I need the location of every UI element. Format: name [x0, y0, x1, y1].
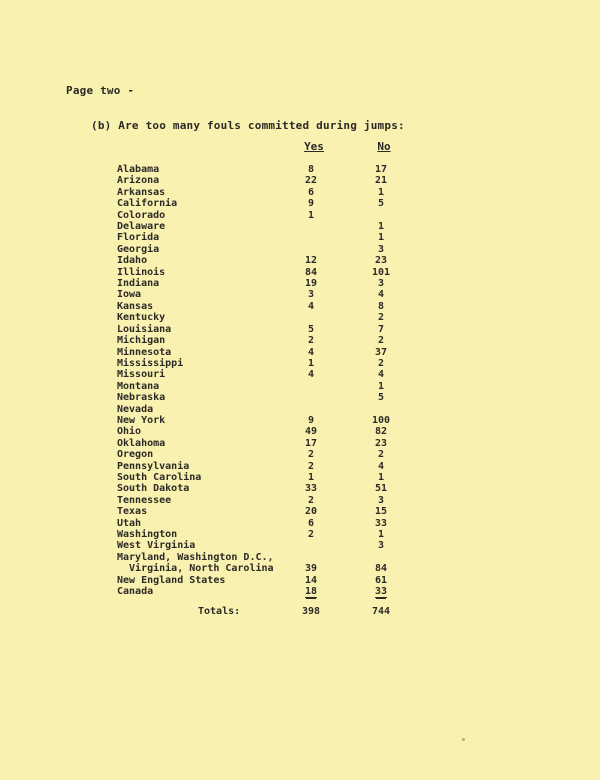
- yes-count: [293, 586, 329, 597]
- yes-count-value: 4: [307, 369, 315, 381]
- yes-count-value: 84: [304, 266, 318, 278]
- no-count-value: 37: [374, 346, 388, 358]
- no-count-value: 2: [377, 357, 385, 369]
- yes-count: [293, 187, 329, 198]
- state-name: Washington: [117, 529, 178, 540]
- state-name: Florida: [117, 232, 160, 244]
- state-name: Mississippi: [117, 357, 184, 369]
- no-count-value: 23: [374, 437, 388, 449]
- no-count-value: 4: [377, 369, 385, 381]
- no-count: [363, 575, 399, 586]
- yes-count: [293, 335, 329, 346]
- state-name: Maryland, Washington D.C.,: [117, 551, 274, 563]
- yes-count-value: 33: [304, 483, 318, 495]
- state-name: South Carolina: [117, 471, 202, 483]
- no-count-value: 1: [377, 529, 385, 540]
- no-count-value: 61: [374, 574, 388, 586]
- state-name: Pennsylvania: [117, 460, 190, 472]
- yes-count-value: 3: [307, 289, 315, 301]
- no-count-value: 1: [377, 471, 385, 483]
- yes-count: [293, 506, 329, 517]
- no-count-value: 23: [374, 255, 388, 267]
- yes-count: [293, 301, 329, 312]
- state-name: Michigan: [117, 335, 166, 347]
- state-name: Oregon: [117, 449, 154, 461]
- no-count-value: 100: [371, 414, 391, 426]
- yes-count: [293, 255, 329, 266]
- question-heading: (b) Are too many fouls committed during jumps:: [91, 119, 405, 132]
- yes-count-value: 14: [304, 574, 318, 586]
- state-name: Louisiana: [117, 323, 172, 335]
- state-name: Tennessee: [117, 494, 172, 506]
- no-count: [363, 529, 399, 540]
- no-count: [363, 415, 399, 426]
- no-count: [363, 347, 399, 358]
- no-count-value: 1: [377, 186, 385, 198]
- state-name: South Dakota: [117, 483, 190, 495]
- no-count-value: 17: [374, 164, 388, 175]
- yes-count-value: 1: [307, 357, 315, 369]
- yes-count: [293, 575, 329, 586]
- no-count-value: 8: [377, 300, 385, 312]
- state-name: Indiana: [117, 278, 160, 290]
- yes-count-value: 8: [307, 164, 315, 175]
- state-name: Missouri: [117, 369, 166, 381]
- no-count: [363, 369, 399, 380]
- no-count-value: 3: [377, 243, 385, 255]
- totals-yes: 398: [301, 606, 321, 617]
- yes-count: [293, 461, 329, 472]
- no-count-value: 51: [374, 483, 388, 495]
- no-column-header: No: [377, 140, 391, 153]
- yes-count-value: 9: [307, 414, 315, 426]
- yes-count: [293, 426, 329, 437]
- no-count: [363, 221, 399, 232]
- no-count: [363, 267, 399, 278]
- no-count-value: 84: [374, 563, 388, 575]
- yes-count-value: 1: [307, 471, 315, 483]
- state-name: Utah: [117, 517, 142, 529]
- yes-count: [293, 483, 329, 494]
- yes-count: [293, 438, 329, 449]
- no-count: [363, 244, 399, 255]
- no-count: [363, 483, 399, 494]
- page-header: Page two -: [66, 84, 135, 97]
- no-count: [363, 563, 399, 574]
- no-count-value: 3: [377, 494, 385, 506]
- no-count-value: 5: [377, 198, 385, 210]
- totals-no: 744: [371, 606, 391, 617]
- totals-label: Totals:: [198, 606, 241, 617]
- no-count: [363, 289, 399, 300]
- yes-count: [293, 358, 329, 369]
- state-name: Nevada: [117, 403, 154, 415]
- yes-count: [293, 347, 329, 358]
- no-count-value: 2: [377, 449, 385, 461]
- state-name: Oklahoma: [117, 437, 166, 449]
- state-name: Iowa: [117, 289, 142, 301]
- yes-count-value: 5: [307, 323, 315, 335]
- yes-count-value: 2: [307, 449, 315, 461]
- yes-count: [293, 278, 329, 289]
- no-count-value: 15: [374, 506, 388, 518]
- state-name: West Virginia: [117, 540, 196, 552]
- yes-count-value: 20: [304, 506, 318, 518]
- yes-count-value: 12: [304, 255, 318, 267]
- no-count-value: 82: [374, 426, 388, 438]
- yes-count: [293, 415, 329, 426]
- yes-count: [293, 198, 329, 209]
- no-count: [363, 381, 399, 392]
- state-name: Kentucky: [117, 312, 166, 324]
- yes-count-value: 6: [307, 186, 315, 198]
- no-count: [363, 278, 399, 289]
- yes-count: [293, 164, 329, 175]
- state-name: Montana: [117, 380, 160, 392]
- no-count: [363, 426, 399, 437]
- no-count-value: 21: [374, 175, 388, 187]
- no-count: [363, 540, 399, 551]
- yes-count: [293, 529, 329, 540]
- no-count: [363, 312, 399, 323]
- state-name: Georgia: [117, 243, 160, 255]
- no-count-value: 1: [377, 221, 385, 233]
- yes-count-value: 2: [307, 335, 315, 347]
- yes-count-value: 2: [307, 529, 315, 540]
- yes-count: [293, 210, 329, 221]
- state-name: Kansas: [117, 300, 154, 312]
- state-name: Virginia, North Carolina: [117, 563, 274, 575]
- state-name: Minnesota: [117, 346, 172, 358]
- yes-count-value: 22: [304, 175, 318, 187]
- no-count: [363, 506, 399, 517]
- state-name: New York: [117, 414, 166, 426]
- state-name: Delaware: [117, 221, 166, 233]
- no-count-value: 2: [377, 335, 385, 347]
- yes-count: [293, 175, 329, 186]
- no-count-value: 1: [377, 380, 385, 392]
- state-name: California: [117, 198, 178, 210]
- yes-count-value: 2: [307, 494, 315, 506]
- no-count: [363, 232, 399, 243]
- yes-count: [293, 563, 329, 574]
- state-name: Illinois: [117, 266, 166, 278]
- yes-count: [293, 518, 329, 529]
- no-count-value: 33: [374, 586, 388, 598]
- yes-count-value: 4: [307, 346, 315, 358]
- yes-count-value: 4: [307, 300, 315, 312]
- no-count-value: 3: [377, 278, 385, 290]
- no-count-value: 1: [377, 232, 385, 244]
- no-count: [363, 187, 399, 198]
- no-count: [363, 472, 399, 483]
- paper-speck: [462, 738, 465, 741]
- yes-column-header: Yes: [304, 140, 324, 153]
- no-count-value: 3: [377, 540, 385, 552]
- yes-count: [293, 324, 329, 335]
- no-count: [363, 301, 399, 312]
- no-count: [363, 586, 399, 597]
- no-count-value: 7: [377, 323, 385, 335]
- yes-count-value: 9: [307, 198, 315, 210]
- yes-count-value: 39: [304, 563, 318, 575]
- yes-count-value: 1: [307, 209, 315, 221]
- no-count-value: 101: [371, 266, 391, 278]
- yes-count-value: 17: [304, 437, 318, 449]
- no-count: [363, 164, 399, 175]
- no-count: [363, 335, 399, 346]
- state-name: Nebraska: [117, 392, 166, 404]
- yes-count: [293, 449, 329, 460]
- no-count: [363, 358, 399, 369]
- state-name: Ohio: [117, 426, 142, 438]
- yes-count: [293, 495, 329, 506]
- yes-count-value: 19: [304, 278, 318, 290]
- state-name: New England States: [117, 574, 226, 586]
- no-count-value: 4: [377, 460, 385, 472]
- no-count: [363, 255, 399, 266]
- no-count-value: 2: [377, 312, 385, 324]
- yes-count-value: 49: [304, 426, 318, 438]
- state-name: Idaho: [117, 255, 148, 267]
- no-count: [363, 392, 399, 403]
- state-name: Colorado: [117, 209, 166, 221]
- yes-count-value: 6: [307, 517, 315, 529]
- yes-count: [293, 369, 329, 380]
- yes-count-value: 2: [307, 460, 315, 472]
- no-count-value: 33: [374, 517, 388, 529]
- no-count: [363, 518, 399, 529]
- state-name: Canada: [117, 586, 154, 598]
- no-count: [363, 461, 399, 472]
- yes-count: [293, 267, 329, 278]
- state-name: Texas: [117, 506, 148, 518]
- no-count: [363, 495, 399, 506]
- no-count: [363, 324, 399, 335]
- no-count: [363, 175, 399, 186]
- yes-count-value: 18: [304, 586, 318, 598]
- state-name: Alabama: [117, 164, 160, 175]
- no-count: [363, 198, 399, 209]
- state-name: Arkansas: [117, 186, 166, 198]
- no-count-value: 4: [377, 289, 385, 301]
- state-name: Arizona: [117, 175, 160, 187]
- yes-count: [293, 289, 329, 300]
- yes-count: [293, 472, 329, 483]
- no-count: [363, 438, 399, 449]
- no-count-value: 5: [377, 392, 385, 404]
- no-count: [363, 449, 399, 460]
